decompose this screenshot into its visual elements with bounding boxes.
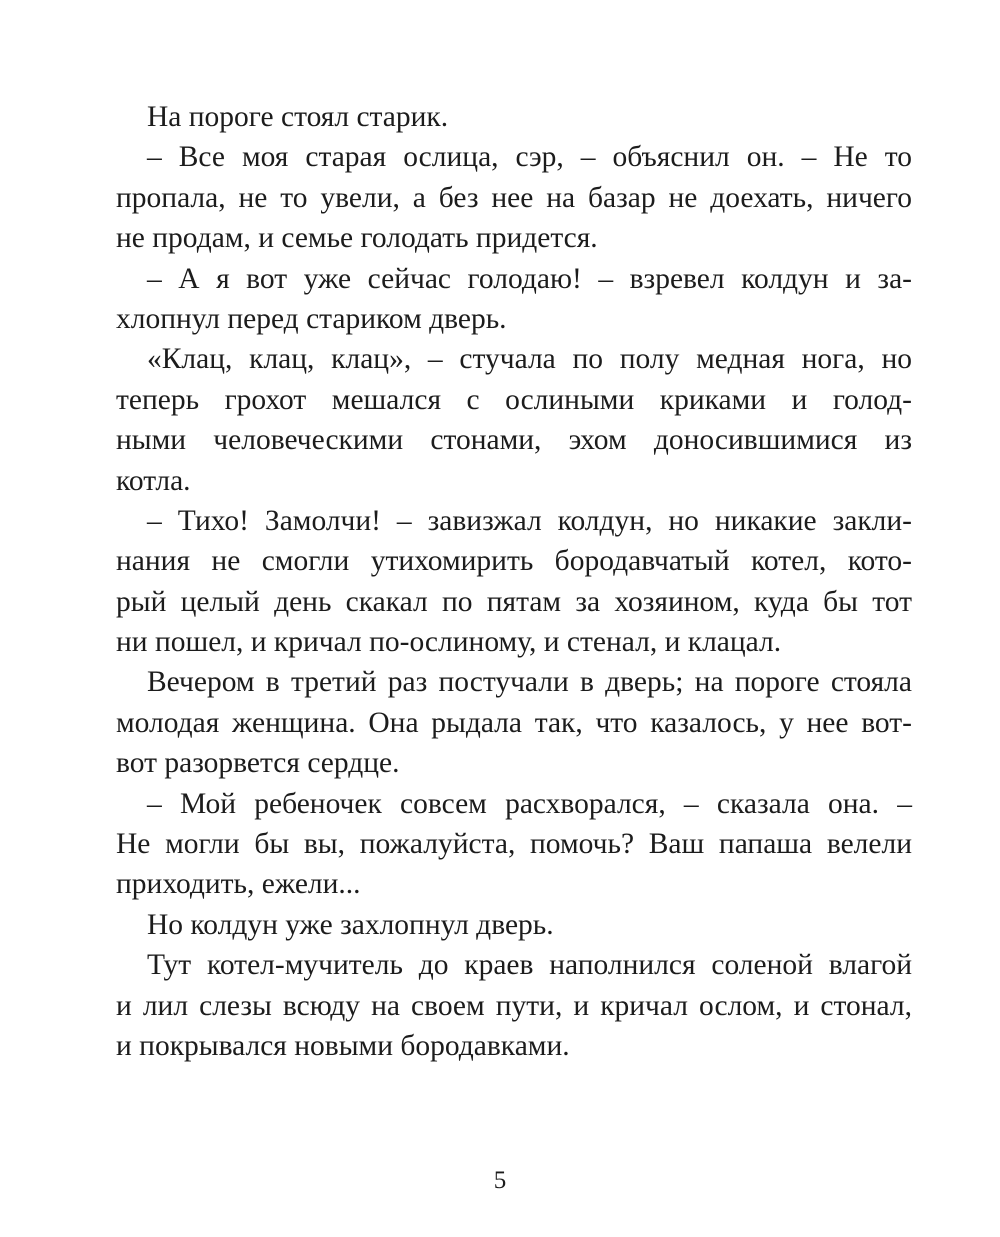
paragraph xyxy=(116,339,912,501)
text-line: – Мой ребеночек совсем расхворался, – сказала она. – xyxy=(147,787,912,820)
body-text xyxy=(116,97,912,1066)
text-line: и покрывался новыми бородавками. xyxy=(116,1029,570,1062)
text-line: Но колдун уже захлопнул дверь. xyxy=(147,908,554,941)
paragraph xyxy=(116,259,912,340)
text-line: ными человеческими стонами, эхом доносившимися из xyxy=(116,424,912,457)
text-line: – Все моя старая ослица, сэр, – объяснил он. – Не то xyxy=(147,141,912,174)
text-line: – А я вот уже сейчас голодаю! – взревел колдун и за- xyxy=(147,262,912,295)
page-number: 5 xyxy=(493,1167,507,1194)
text-line: Вечером в третий раз постучали в дверь; на пороге стояла xyxy=(147,666,912,699)
text-line: ни пошел, и кричал по-ослиному, и стенал, и клацал. xyxy=(116,626,782,659)
text-line: теперь грохот мешался с ослиными криками и голод- xyxy=(116,383,912,416)
text-line: приходить, ежели... xyxy=(116,868,361,901)
paragraph xyxy=(116,97,912,137)
paragraph xyxy=(116,784,912,905)
text-line: – Тихо! Замолчи! – завизжал колдун, но никакие закли- xyxy=(147,504,912,537)
paragraph xyxy=(116,501,912,663)
paragraph xyxy=(116,945,912,1066)
text-line: Тут котел-мучитель до краев наполнился соленой влагой xyxy=(147,949,912,982)
text-line: рый целый день скакал по пятам за хозяином, куда бы тот xyxy=(116,585,912,618)
paragraph xyxy=(116,662,912,783)
text-line: Не могли бы вы, пожалуйста, помочь? Ваш папаша велели xyxy=(116,828,912,861)
text-line: молодая женщина. Она рыдала так, что казалось, у нее вот- xyxy=(116,706,912,739)
text-line: и лил слезы всюду на своем пути, и кричал ослом, и стонал, xyxy=(116,989,912,1022)
text-line: котла. xyxy=(116,464,191,497)
text-line: хлопнул перед стариком дверь. xyxy=(116,302,507,335)
paragraph xyxy=(116,905,912,945)
text-line: вот разорвется сердце. xyxy=(116,747,400,780)
text-line: «Клац, клац, клац», – стучала по полу медная нога, но xyxy=(147,343,912,376)
paragraph xyxy=(116,137,912,258)
text-line: не продам, и семье голодать придется. xyxy=(116,222,598,255)
text-line: нания не смогли утихомирить бородавчатый котел, кото- xyxy=(116,545,912,578)
text-line: пропала, не то увели, а без нее на базар не доехать, ничего xyxy=(116,181,912,214)
text-line: На пороге стоял старик. xyxy=(147,101,449,133)
